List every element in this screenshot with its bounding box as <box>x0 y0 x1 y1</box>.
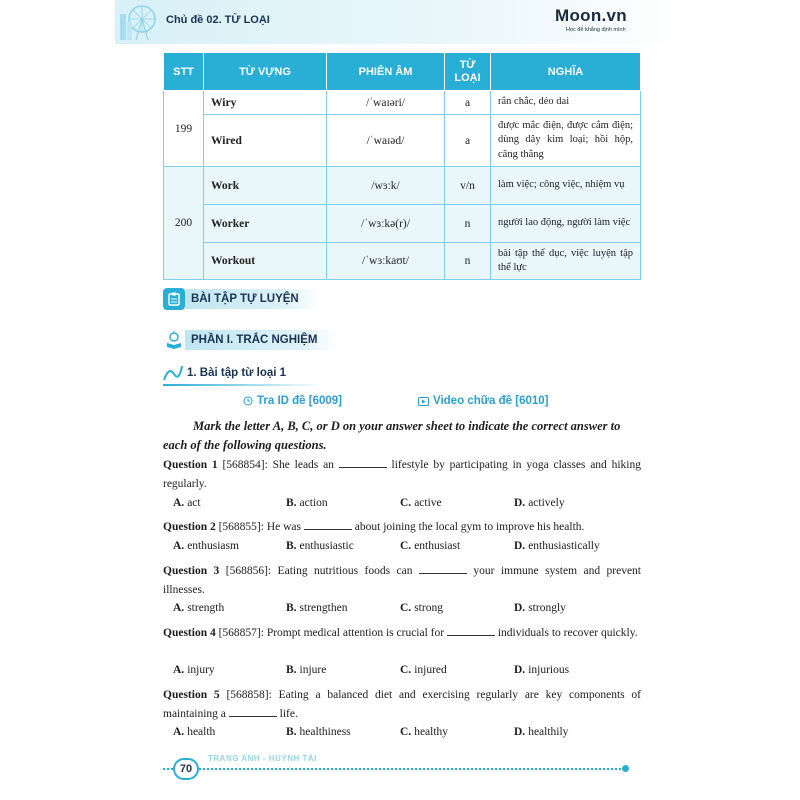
table-row <box>164 243 641 280</box>
option-b[interactable]: B. action <box>286 497 328 509</box>
question-4 <box>163 624 641 643</box>
subsection-label: 1. Bài tập từ loại 1 <box>187 367 287 379</box>
pen-swirl-icon <box>163 364 183 382</box>
option-a[interactable]: A. strength <box>173 602 225 614</box>
ferris-wheel-icon <box>118 2 162 40</box>
question-label: Question 1 <box>163 459 218 471</box>
lightbulb-book-icon <box>163 329 185 351</box>
question-text-after: about joining the local gym to improve his health. <box>351 521 585 533</box>
subsection-title <box>163 364 286 382</box>
question-3 <box>163 562 641 600</box>
type-cell: n <box>445 205 491 243</box>
answer-blank <box>419 564 467 574</box>
option-b[interactable]: B. injure <box>286 664 327 676</box>
question-1 <box>163 456 641 494</box>
answer-blank <box>229 707 277 717</box>
option-b[interactable]: B. strengthen <box>286 602 348 614</box>
col-header-type: TỪ LOẠI <box>445 53 491 91</box>
footer-author: TRANG ANH - HUỲNH TÀI <box>208 754 317 763</box>
question-text-before: : Eating a balanced diet and exercising regularly are key components of maintaining a <box>163 689 642 720</box>
question-text-before: : She leads an <box>264 459 339 471</box>
question-label: Question 3 <box>163 565 220 577</box>
part-section-badge <box>163 329 338 351</box>
question-text-before: : He was <box>260 521 304 533</box>
question-text-before: : Eating nutritious foods can <box>267 565 419 577</box>
meaning-cell: làm việc; công việc, nhiệm vụ <box>491 167 641 205</box>
option-c[interactable]: C. healthy <box>400 726 449 738</box>
word-cell: Work <box>204 167 327 205</box>
question-2-options <box>173 540 633 556</box>
question-4-options <box>173 664 633 680</box>
option-b[interactable]: B. enthusiastic <box>286 540 354 552</box>
question-id: [568857] <box>218 627 261 639</box>
video-icon <box>418 397 429 406</box>
col-header-meaning: NGHĨA <box>491 53 641 91</box>
question-2 <box>163 518 641 537</box>
ipa-cell: /ˈwɜːkə(r)/ <box>327 205 445 243</box>
word-cell: Wired <box>204 115 327 167</box>
footer-dotted-line <box>163 768 625 770</box>
ipa-cell: /ˈwaɪəd/ <box>327 115 445 167</box>
option-a[interactable]: A. injury <box>173 664 215 676</box>
meaning-cell: được mắc điện, được cắm điện; dùng dây kim loại; hồi hộp, căng thẳng <box>491 115 641 167</box>
logo-slogan: Học để khẳng định mình <box>566 27 626 33</box>
ipa-cell: /wɜːk/ <box>327 167 445 205</box>
option-b[interactable]: B. healthiness <box>286 726 351 738</box>
chapter-title: Chủ đề 02. TỪ LOẠI <box>166 14 270 26</box>
question-text-after: your immune system and prevent illnesses. <box>163 565 641 596</box>
question-label: Question 2 <box>163 521 216 533</box>
question-id: [568858] <box>226 689 269 701</box>
vocab-table <box>163 52 641 280</box>
stt-cell: 200 <box>164 167 204 280</box>
question-3-options <box>173 602 633 618</box>
option-d[interactable]: D. injurious <box>514 664 570 676</box>
question-text-after: life. <box>276 708 298 720</box>
col-header-word: TỪ VỰNG <box>204 53 327 91</box>
option-d[interactable]: D. healthily <box>514 726 569 738</box>
word-cell: Worker <box>204 205 327 243</box>
question-text-before: : Prompt medical attention is crucial for <box>260 627 447 639</box>
question-id: [568855] <box>218 521 261 533</box>
ipa-cell: /ˈwɜːkaʊt/ <box>327 243 445 280</box>
moon-logo: Moon.vn <box>555 6 627 25</box>
page-number: 70 <box>173 758 199 780</box>
exercise-section-title: BÀI TẬP TỰ LUYỆN <box>185 289 319 309</box>
option-d[interactable]: D. actively <box>514 497 565 509</box>
question-text-after: lifestyle by participating in yoga classes and hiking regularly. <box>163 459 641 490</box>
footer-end-dot <box>622 765 629 772</box>
answer-blank <box>304 520 352 530</box>
question-1-options <box>173 497 633 513</box>
option-a[interactable]: A. health <box>173 726 216 738</box>
option-a[interactable]: A. enthusiasm <box>173 540 239 552</box>
stt-cell: 199 <box>164 91 204 167</box>
type-cell: n <box>445 243 491 280</box>
subsection-underline <box>163 384 323 386</box>
option-d[interactable]: D. enthusiastically <box>514 540 600 552</box>
ipa-cell: /ˈwaɪəri/ <box>327 91 445 115</box>
question-label: Question 5 <box>163 689 220 701</box>
option-a[interactable]: A. act <box>173 497 201 509</box>
option-c[interactable]: C. active <box>400 497 442 509</box>
option-c[interactable]: C. injured <box>400 664 447 676</box>
part-section-title: PHẦN I. TRẮC NGHIỆM <box>185 330 338 350</box>
question-id: [568856] <box>225 565 268 577</box>
table-row <box>164 91 641 115</box>
type-cell: v/n <box>445 167 491 205</box>
exercise-section-badge <box>163 288 319 310</box>
question-label: Question 4 <box>163 627 216 639</box>
word-cell: Workout <box>204 243 327 280</box>
table-row <box>164 205 641 243</box>
col-header-stt: STT <box>164 53 204 91</box>
answer-blank <box>339 458 387 468</box>
word-cell: Wiry <box>204 91 327 115</box>
instruction-text: Mark the letter A, B, C, or D on your answer sheet to indicate the correct answer to each of the following questions. <box>163 419 621 452</box>
type-cell: a <box>445 91 491 115</box>
option-d[interactable]: D. strongly <box>514 602 566 614</box>
type-cell: a <box>445 115 491 167</box>
question-id: [568854] <box>222 459 265 471</box>
answer-blank <box>447 626 495 636</box>
tra-id-link[interactable] <box>243 395 342 407</box>
clock-icon <box>243 396 253 406</box>
clipboard-icon <box>163 288 185 310</box>
meaning-cell: người lao động, người làm việc <box>491 205 641 243</box>
question-5-options <box>173 726 633 742</box>
video-link[interactable] <box>418 395 549 407</box>
table-row <box>164 115 641 167</box>
meaning-cell: bài tập thể dục, việc luyện tập thể lực <box>491 243 641 280</box>
question-text-after: individuals to recover quickly. <box>494 627 638 639</box>
video-label: Video chữa đề [6010] <box>433 395 549 407</box>
meaning-cell: rắn chắc, dẻo dai <box>491 91 641 115</box>
table-row <box>164 167 641 205</box>
option-c[interactable]: C. enthusiast <box>400 540 461 552</box>
col-header-ipa: PHIÊN ÂM <box>327 53 445 91</box>
question-5 <box>163 686 641 724</box>
tra-id-label: Tra ID đề [6009] <box>257 395 343 407</box>
option-c[interactable]: C. strong <box>400 602 443 614</box>
